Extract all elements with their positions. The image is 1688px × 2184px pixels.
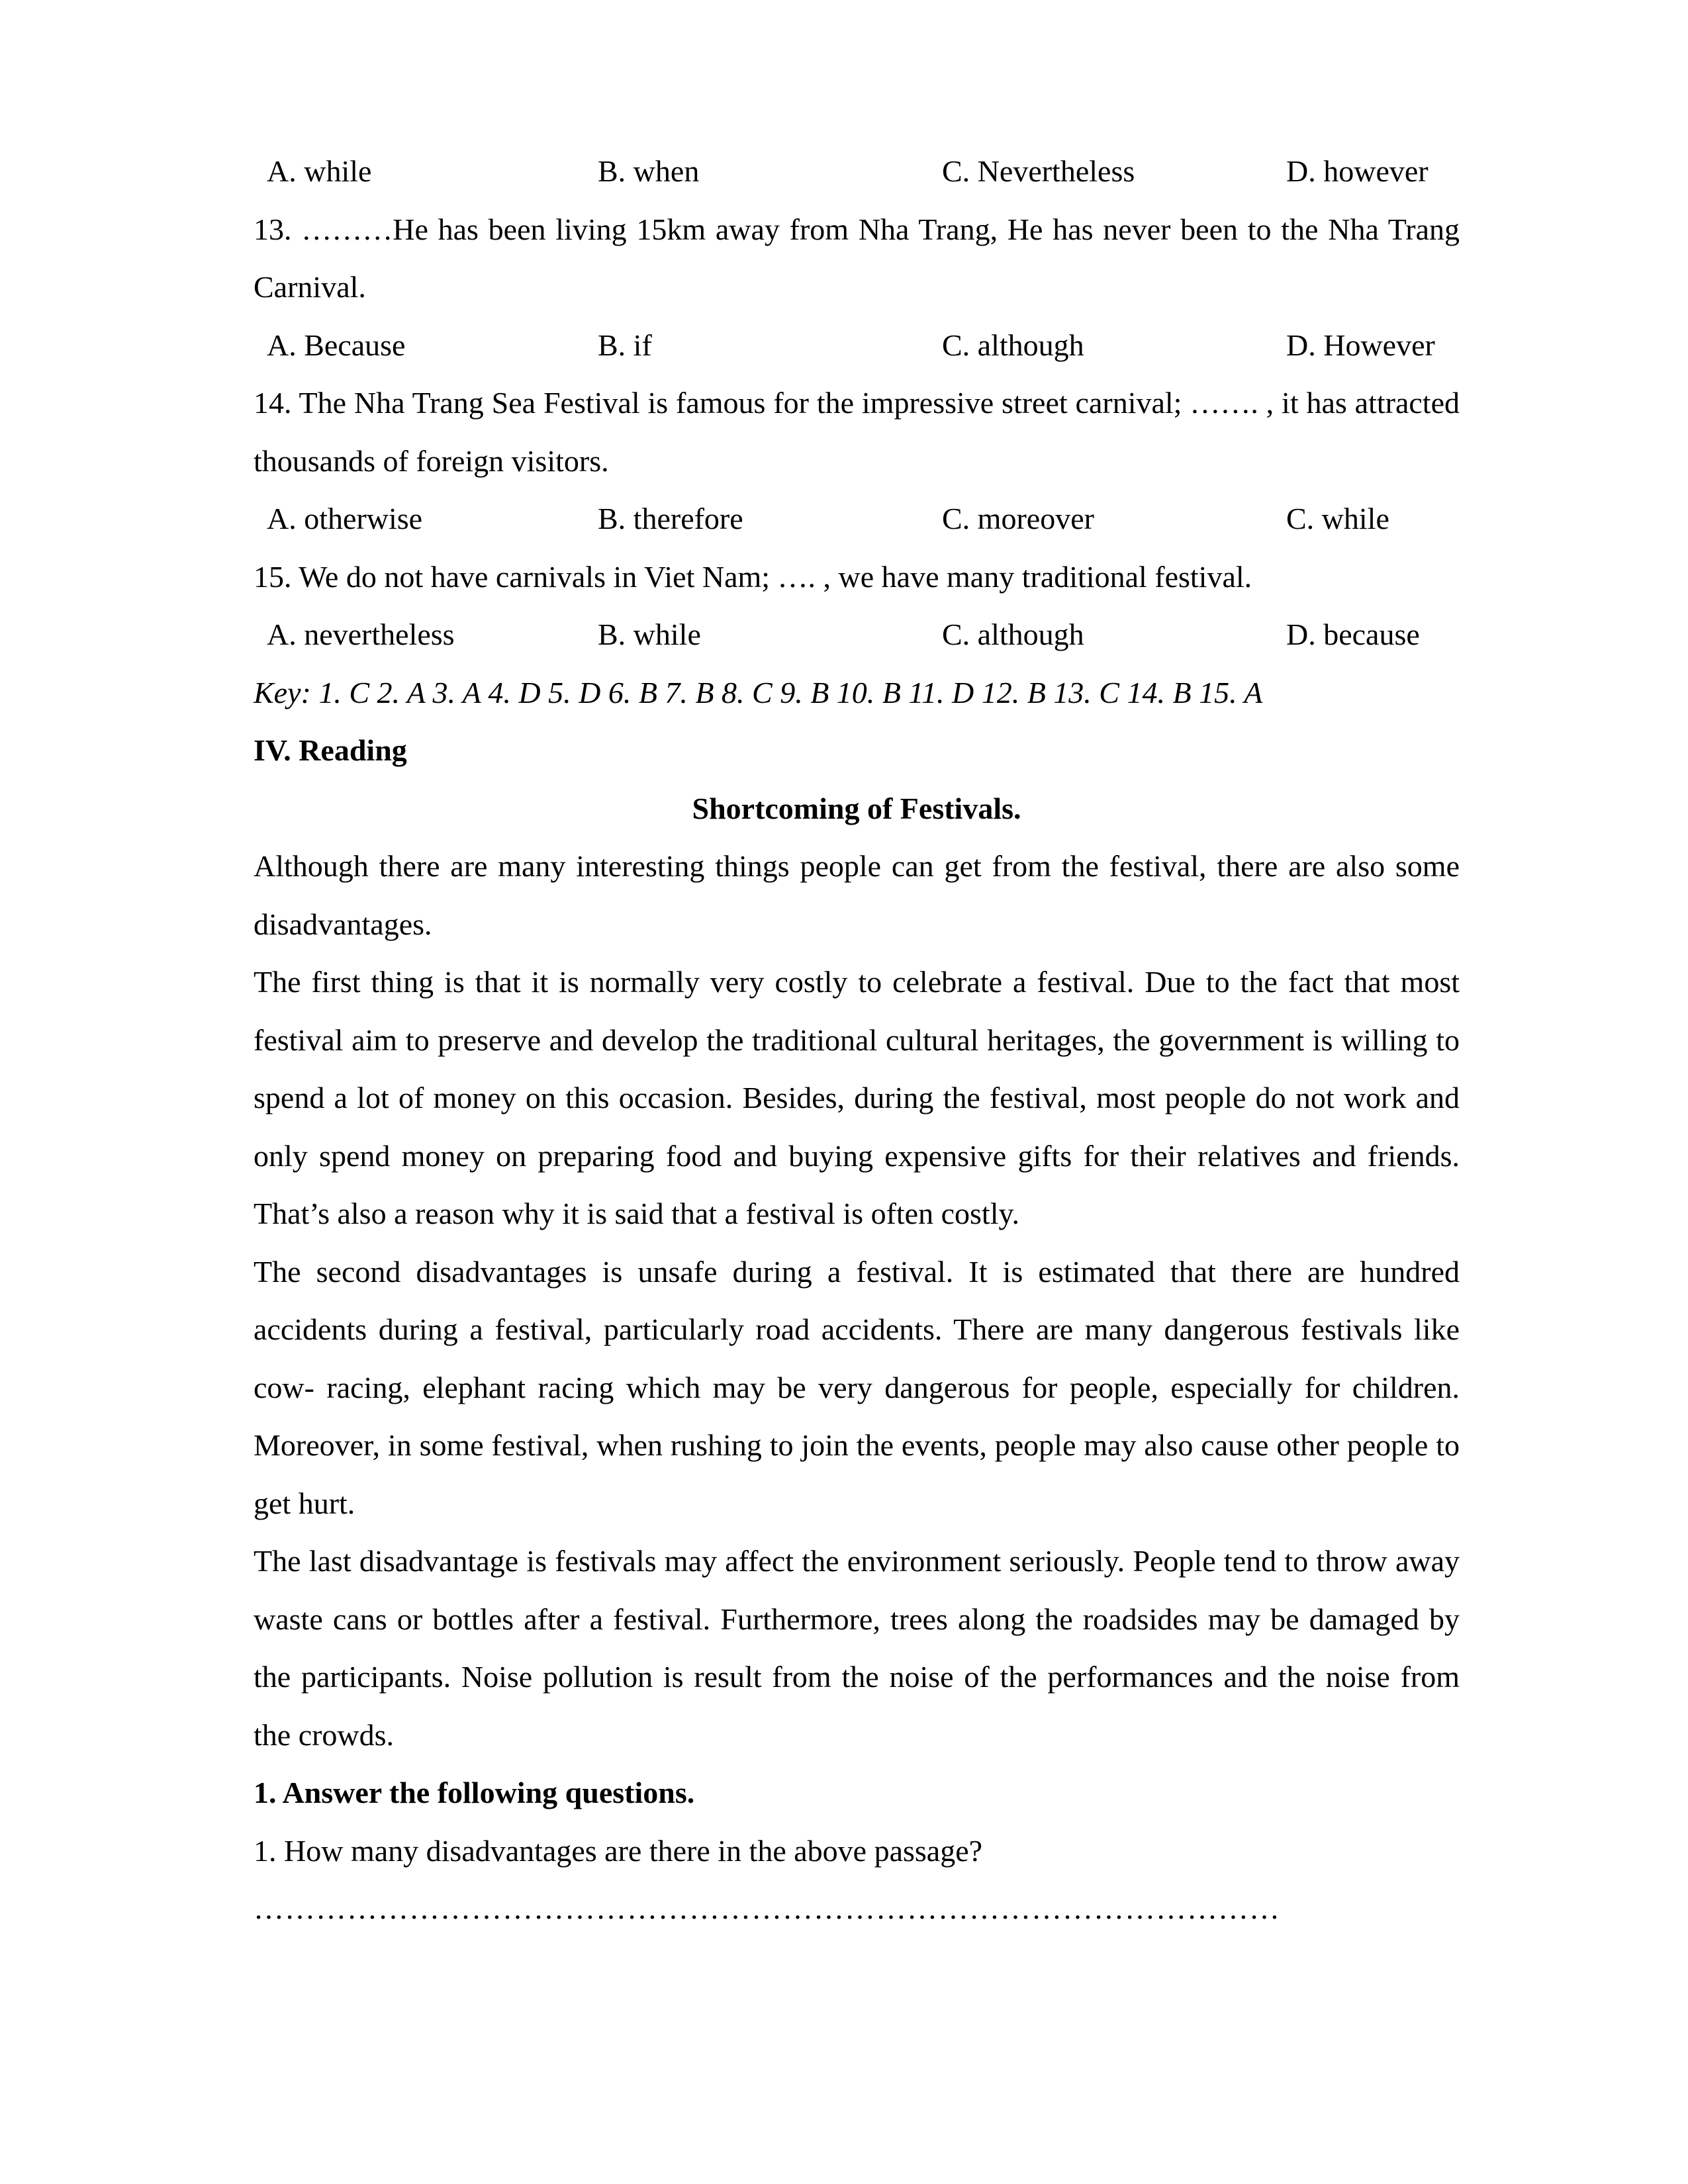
q14-text: 14. The Nha Trang Sea Festival is famous for the impressive street carnival; ……. , it has attracted thousands of foreign visitors. [254,386,1460,478]
passage-paragraph-3: The second disadvantages is unsafe during a festival. It is estimated that there are hundred accidents during a festival, particularly road accidents. There are many dangerous festivals like cow- racing, elephant racing which may be very dangerous for people, especially for children. Moreover, in some festival, when rushing to join the events, people may also cause other people to get hurt. [254,1254,1460,1520]
q15-option-b: B. while [598,617,701,651]
q13-options [254,316,1460,375]
q12-option-c: C. Nevertheless [942,154,1135,188]
q12-options [254,142,1460,201]
q13-option-c: C. although [942,328,1084,362]
q14-option-a: A. otherwise [267,502,423,535]
q14-options [254,490,1460,548]
q12-option-d: D. however [1286,154,1429,188]
passage-paragraph-1: Although there are many interesting things people can get from the festival, there are also some disadvantages. [254,849,1460,941]
q15-option-c: C. although [942,617,1084,651]
section-heading: IV. Reading [254,733,407,767]
q12-option-b: B. when [598,154,700,188]
passage-title: Shortcoming of Festivals. [692,791,1021,825]
q13-option-b: B. if [598,328,652,362]
q14-option-c: C. moreover [942,502,1094,535]
q13-option-a: A. Because [267,328,406,362]
q14-option-b: B. therefore [598,502,743,535]
document-page [254,142,1460,1938]
q13-option-d: D. However [1286,328,1435,362]
answer-line: ……………………………………………………………………………………… [254,1891,1280,1925]
answer-key: Key: 1. C 2. A 3. A 4. D 5. D 6. B 7. B 8. C 9. B 10. B 11. D 12. B 13. C 14. B 15. A [254,675,1263,709]
question-1: 1. How many disadvantages are there in the above passage? [254,1833,983,1868]
q15-options [254,606,1460,664]
q13-text: 13. ………He has been living 15km away from Nha Trang, He has never been to the Nha Trang Carnival. [254,212,1460,304]
passage-paragraph-2: The first thing is that it is normally very costly to celebrate a festival. Due to the fact that most festival aim to preserve and develop the traditional cultural heritages, the government is willing to spend a lot of money on this occasion. Besides, during the festival, most people do not work and only spend money on preparing food and buying expensive gifts for their relatives and friends. That’s also a reason why it is said that a festival is often costly. [254,965,1460,1230]
passage-paragraph-4: The last disadvantage is festivals may affect the environment seriously. People tend to throw away waste cans or bottles after a festival. Furthermore, trees along the roadsides may be damaged by the participants. Noise pollution is result from the noise of the performances and the noise from the crowds. [254,1544,1460,1752]
questions-heading: 1. Answer the following questions. [254,1776,695,1809]
q15-option-a: A. nevertheless [267,617,455,651]
q15-text: 15. We do not have carnivals in Viet Nam; …. , we have many traditional festival. [254,559,1252,594]
q14-option-d: C. while [1286,502,1389,535]
q12-option-a: A. while [267,154,372,188]
q15-option-d: D. because [1286,617,1420,651]
